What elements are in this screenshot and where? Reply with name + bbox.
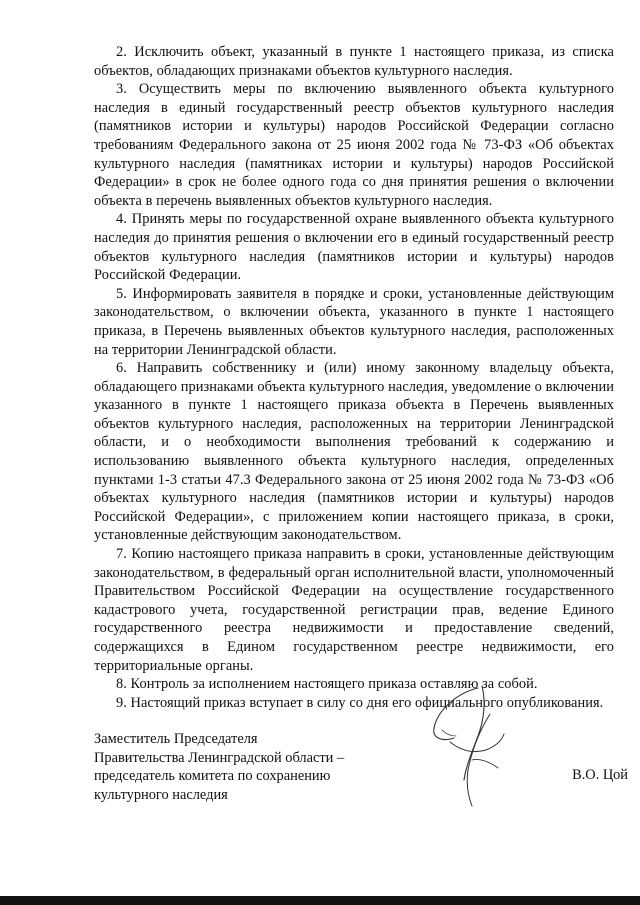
paragraph-item-3: 3. Осуществить меры по включению выявленного объекта культурного наследия в единый государственный реестр объектов культурного наследия (памятников истории и культуры) народов Российской Федерации согласно требованиям Федерального закона от 25 июня 2002 года № 73-ФЗ «Об объектах культурного наследия (памятниках истории и культуры) народов Российской Федерации» в срок не более одного года со дня принятия решения о включении объекта в перечень выявленных объектов культурного наследия. [94, 81, 614, 209]
paragraph-item-4: 4. Принять меры по государственной охране выявленного объекта культурного наследия до принятия решения о включении его в единый государственный реестр объектов культурного наследия (памятников истории и культуры) народов Российской Федерации. [94, 211, 614, 284]
paragraph-item-9: 9. Настоящий приказ вступает в силу со дня его официального опубликования. [116, 694, 604, 711]
paragraph-item-6: 6. Направить собственнику и (или) иному законному владельцу объекта, обладающего признаками объекта культурного наследия, уведомление о включении указанного в пункте 1 настоящего приказа объекта в Перечень выявленных объектов культурного наследия, расположенных на территории Ленинградской области, и о необходимости выполнения требований к содержанию и использованию выявленного объекта культурного наследия, определенных пунктами 1-3 статьи 47.3 Федерального закона от 25 июня 2002 года № 73-ФЗ «Об объектах культурного наследия (памятников истории и культуры) народов Российской Федерации», с приложением копии настоящего приказа, в сроки, установленные действующим законодательством. [94, 360, 614, 544]
paragraph-item-5: 5. Информировать заявителя в порядке и сроки, установленные действующим законодательством, о включении объекта, указанного в пункте 1 настоящего приказа, в Перечень выявленных объектов культурного наследия, расположенных на территории Ленинградской области. [94, 285, 614, 358]
paragraph-item-8: 8. Контроль за исполнением настоящего приказа оставляю за собой. [116, 676, 538, 693]
paragraph-item-7: 7. Копию настоящего приказа направить в сроки, установленные действующим законодательством, в федеральный орган исполнительной власти, уполномоченный Правительством Российской Федерации на осуществление государственного кадастрового учета, государственной регистрации прав, ведение Единого государственного реестра недвижимости и предоставление сведений, содержащихся в Едином государственном реестре недвижимости, его территориальные органы. [94, 546, 614, 674]
scan-edge-divider [0, 896, 640, 905]
signatory-name: В.О. Цой [572, 767, 628, 783]
signatory-title-line: Правительства Ленинградской области – [94, 749, 345, 766]
signatory-title [94, 730, 614, 804]
signatory-title-line: культурного наследия [94, 786, 228, 803]
paragraph-item-2: 2. Исключить объект, указанный в пункте 1 настоящего приказа, из списка объектов, обладающих признаками объектов культурного наследия. [94, 44, 614, 79]
document-body [94, 43, 614, 712]
signatory-title-line: Заместитель Председателя [94, 731, 258, 747]
handwritten-signature [420, 680, 520, 810]
signatory-title-line: председатель комитета по сохранению [94, 768, 331, 785]
